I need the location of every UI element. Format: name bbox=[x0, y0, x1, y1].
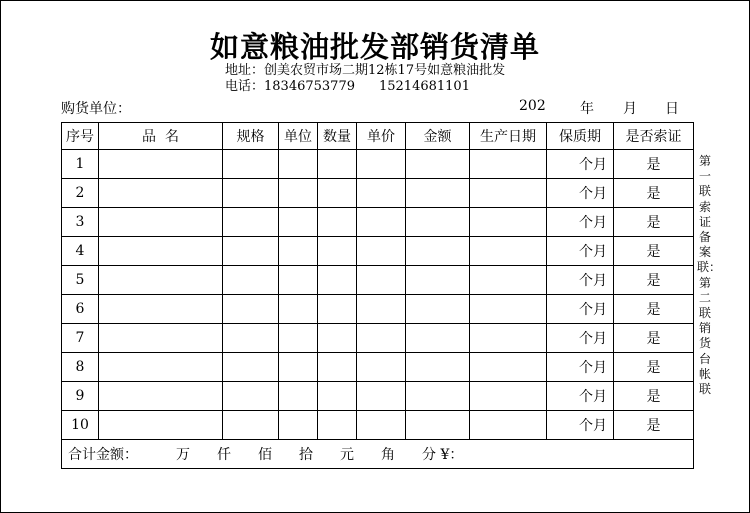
empty-cell bbox=[406, 179, 470, 208]
column-header: 数量 bbox=[318, 123, 357, 150]
total-label: 合计金额： bbox=[68, 447, 138, 463]
empty-cell bbox=[99, 382, 223, 411]
empty-cell bbox=[279, 324, 318, 353]
empty-cell bbox=[406, 295, 470, 324]
date-year: 年 bbox=[580, 101, 594, 117]
table-row bbox=[62, 150, 694, 179]
empty-cell bbox=[279, 266, 318, 295]
empty-cell bbox=[357, 150, 406, 179]
empty-cell bbox=[318, 295, 357, 324]
row-number: 7 bbox=[62, 324, 99, 353]
column-header: 单位 bbox=[279, 123, 318, 150]
shelf-life-cell: 个月 bbox=[547, 237, 614, 266]
certificate-cell: 是 bbox=[614, 237, 694, 266]
column-header: 保质期 bbox=[547, 123, 614, 150]
empty-cell bbox=[470, 266, 547, 295]
empty-cell bbox=[470, 324, 547, 353]
goods-table bbox=[61, 122, 694, 469]
empty-cell bbox=[470, 353, 547, 382]
certificate-cell: 是 bbox=[614, 150, 694, 179]
empty-cell bbox=[318, 208, 357, 237]
empty-cell bbox=[279, 295, 318, 324]
table-row bbox=[62, 411, 694, 440]
empty-cell bbox=[470, 237, 547, 266]
total-amount-cell bbox=[62, 440, 694, 469]
row-number: 5 bbox=[62, 266, 99, 295]
empty-cell bbox=[470, 179, 547, 208]
unit-shi: 拾 bbox=[299, 447, 313, 463]
certificate-cell: 是 bbox=[614, 179, 694, 208]
empty-cell bbox=[279, 382, 318, 411]
table-row bbox=[62, 266, 694, 295]
empty-cell bbox=[279, 150, 318, 179]
shelf-life-cell: 个月 bbox=[547, 179, 614, 208]
certificate-cell: 是 bbox=[614, 324, 694, 353]
column-header: 是否索证 bbox=[614, 123, 694, 150]
empty-cell bbox=[318, 353, 357, 382]
empty-cell bbox=[406, 353, 470, 382]
unit-wan: 万 bbox=[176, 447, 190, 463]
empty-cell bbox=[406, 382, 470, 411]
empty-cell bbox=[357, 353, 406, 382]
total-row bbox=[62, 440, 694, 469]
empty-cell bbox=[318, 382, 357, 411]
table-row bbox=[62, 382, 694, 411]
column-header: 序号 bbox=[62, 123, 99, 150]
empty-cell bbox=[357, 295, 406, 324]
empty-cell bbox=[318, 179, 357, 208]
empty-cell bbox=[406, 411, 470, 440]
phone-secondary: 15214681101 bbox=[378, 79, 470, 94]
empty-cell bbox=[357, 208, 406, 237]
empty-cell bbox=[470, 295, 547, 324]
empty-cell bbox=[223, 411, 279, 440]
empty-cell bbox=[223, 208, 279, 237]
column-header: 规格 bbox=[223, 123, 279, 150]
form-title: 如意粮油批发部销货清单 bbox=[209, 30, 540, 64]
empty-cell bbox=[99, 324, 223, 353]
shelf-life-cell: 个月 bbox=[547, 353, 614, 382]
column-header: 单价 bbox=[357, 123, 406, 150]
table-row bbox=[62, 295, 694, 324]
empty-cell bbox=[318, 150, 357, 179]
empty-cell bbox=[470, 208, 547, 237]
empty-cell bbox=[99, 179, 223, 208]
table-row bbox=[62, 353, 694, 382]
row-number: 4 bbox=[62, 237, 99, 266]
address-line: 地址：创美农贸市场二期12栋17号如意粮油批发 bbox=[225, 63, 506, 78]
shelf-life-cell: 个月 bbox=[547, 295, 614, 324]
empty-cell bbox=[357, 382, 406, 411]
empty-cell bbox=[357, 266, 406, 295]
empty-cell bbox=[279, 179, 318, 208]
shelf-life-cell: 个月 bbox=[547, 266, 614, 295]
empty-cell bbox=[406, 266, 470, 295]
empty-cell bbox=[406, 237, 470, 266]
empty-cell bbox=[318, 266, 357, 295]
empty-cell bbox=[357, 237, 406, 266]
certificate-cell: 是 bbox=[614, 208, 694, 237]
empty-cell bbox=[279, 353, 318, 382]
shelf-life-cell: 个月 bbox=[547, 208, 614, 237]
empty-cell bbox=[357, 324, 406, 353]
empty-cell bbox=[470, 382, 547, 411]
empty-cell bbox=[279, 411, 318, 440]
row-number: 3 bbox=[62, 208, 99, 237]
buyer-label: 购货单位： bbox=[61, 101, 131, 117]
empty-cell bbox=[223, 266, 279, 295]
date-month: 月 bbox=[623, 101, 637, 117]
shelf-life-cell: 个月 bbox=[547, 324, 614, 353]
empty-cell bbox=[223, 179, 279, 208]
empty-cell bbox=[223, 353, 279, 382]
unit-bai: 佰 bbox=[258, 447, 272, 463]
date-day: 日 bbox=[665, 101, 679, 117]
table-row bbox=[62, 179, 694, 208]
empty-cell bbox=[99, 353, 223, 382]
column-header: 生产日期 bbox=[470, 123, 547, 150]
certificate-cell: 是 bbox=[614, 295, 694, 324]
empty-cell bbox=[99, 266, 223, 295]
shelf-life-cell: 个月 bbox=[547, 150, 614, 179]
empty-cell bbox=[279, 237, 318, 266]
certificate-cell: 是 bbox=[614, 382, 694, 411]
certificate-cell: 是 bbox=[614, 353, 694, 382]
empty-cell bbox=[470, 411, 547, 440]
shelf-life-cell: 个月 bbox=[547, 411, 614, 440]
empty-cell bbox=[406, 208, 470, 237]
empty-cell bbox=[318, 324, 357, 353]
table-row bbox=[62, 324, 694, 353]
empty-cell bbox=[99, 295, 223, 324]
phone-line bbox=[225, 79, 494, 95]
empty-cell bbox=[406, 150, 470, 179]
empty-cell bbox=[223, 382, 279, 411]
empty-cell bbox=[223, 237, 279, 266]
empty-cell bbox=[279, 208, 318, 237]
table-header bbox=[62, 123, 694, 150]
unit-jiao: 角 bbox=[381, 447, 395, 463]
shelf-life-cell: 个月 bbox=[547, 382, 614, 411]
certificate-cell: 是 bbox=[614, 266, 694, 295]
empty-cell bbox=[99, 411, 223, 440]
empty-cell bbox=[318, 237, 357, 266]
empty-cell bbox=[470, 150, 547, 179]
row-number: 10 bbox=[62, 411, 99, 440]
column-header: 品 名 bbox=[99, 123, 223, 150]
empty-cell bbox=[99, 150, 223, 179]
row-number: 6 bbox=[62, 295, 99, 324]
table-row bbox=[62, 208, 694, 237]
row-number: 8 bbox=[62, 353, 99, 382]
row-number: 1 bbox=[62, 150, 99, 179]
empty-cell bbox=[223, 295, 279, 324]
unit-yuan: 元 bbox=[340, 447, 354, 463]
phone-primary: 电话：18346753779 bbox=[225, 79, 355, 94]
empty-cell bbox=[223, 150, 279, 179]
empty-cell bbox=[99, 237, 223, 266]
row-number: 2 bbox=[62, 179, 99, 208]
empty-cell bbox=[318, 411, 357, 440]
unit-qian: 仟 bbox=[217, 447, 231, 463]
date-year-prefix: 202 bbox=[519, 98, 546, 114]
empty-cell bbox=[357, 179, 406, 208]
empty-cell bbox=[406, 324, 470, 353]
column-header: 金额 bbox=[406, 123, 470, 150]
empty-cell bbox=[99, 208, 223, 237]
certificate-cell: 是 bbox=[614, 411, 694, 440]
row-number: 9 bbox=[62, 382, 99, 411]
unit-fen-yen: 分 ¥： bbox=[422, 447, 464, 463]
empty-cell bbox=[223, 324, 279, 353]
table-row bbox=[62, 237, 694, 266]
copy-note: 第一联索证备案联：第二联销货台帐联 bbox=[697, 154, 722, 397]
empty-cell bbox=[357, 411, 406, 440]
